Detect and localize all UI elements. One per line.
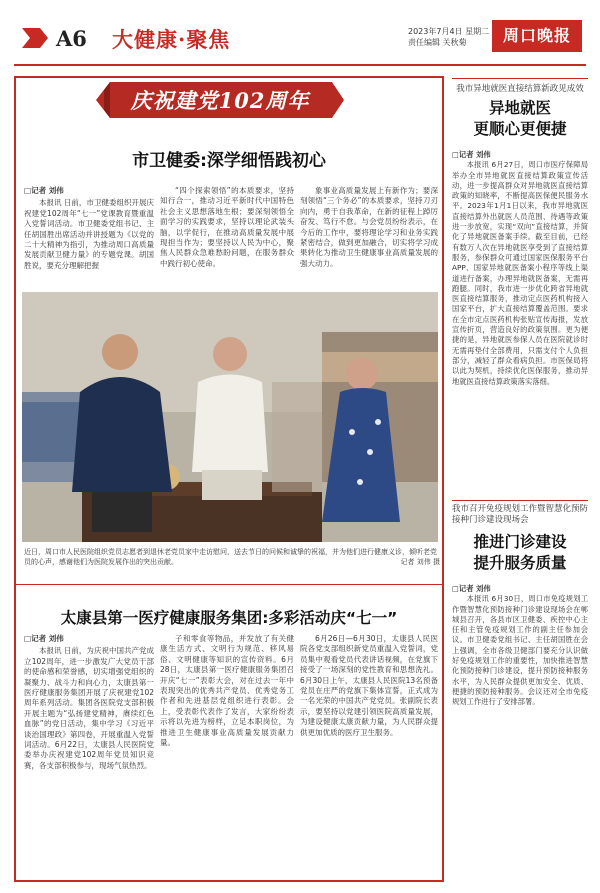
article2-reporter: □记者 刘伟 [24, 634, 64, 643]
page-number: A6 [56, 26, 87, 51]
issue-date: 2023年7月4日 星期二 [408, 27, 490, 36]
newspaper-masthead: 周口晚报 [492, 20, 582, 52]
header-rule [14, 64, 586, 66]
right-article1 [452, 82, 588, 480]
right-article1-reporter: □记者 刘伟 [452, 150, 491, 159]
article1-col1: □记者 刘伟 本报讯 日前，市卫健委组织开展庆祝建党102周年“七一”党课教育暨重温入党誓词活动。市卫健委党组书记、主任胡国胜出席活动并讲授题为《以党的二十大精神为指引，为推动周口高质量发展贡献卫健力量》的专题党课。胡国胜说，要充分理解把握 [24, 186, 154, 270]
article1-photo-caption: 近日，周口市人民医院组织党员志愿者到退休老党员家中走访慰问，送去节日的问候和诚挚的祝福，并为他们进行健康义诊，倾听老党员的心声，感谢他们为医院发展作出的突出贡献。 记者 刘伟 摄 [24, 548, 440, 566]
banner-title: 庆祝建党102周年 [130, 88, 310, 113]
article1-col3: 象事业高质量发展上有新作为；要深刻领悟“三个务必”的本质要求，坚持刀刃向内，勇于自我革命，在新的征程上踔厉奋发、笃行不怠。与会党员纷纷表示，在今后的工作中，要将理论学习和业务实践紧密结合，做到更加融合，切实将学习成果转化为推动卫生健康事业高质量发展的强大动力。 [300, 186, 438, 268]
right-rule-top [452, 78, 588, 79]
article2-col1: □记者 刘伟 本报讯 日前，为庆祝中国共产党成立102周年，进一步激发广大党员干部的使命感和荣誉感，切实增强党组织的凝聚力、战斗力和向心力，太康县第一医疗健康服务集团开展了庆祝建党102周年系列活动。集团各医院党支部积极开展主题为“弘扬建党精神，赓续红色血脉”的党日活动，集中学习《习近平谈治国理政》第四卷，开展重温入党誓词活动。6月22日，太康县人民医院党委举办庆祝建党102周年党员知识竞赛，各支部积极参与，现场气氛热烈。 [24, 634, 154, 770]
section-divider [16, 584, 442, 585]
right-article1-title-line1: 异地就医 [488, 99, 551, 117]
right-article1-kicker: 我市异地就医直接结算新政见成效 [456, 84, 584, 94]
date-editor-block [408, 26, 489, 48]
article1-reporter: □记者 刘伟 [24, 186, 64, 195]
article2-title: 太康县第一医疗健康服务集团:多彩活动庆“七一” [60, 609, 398, 627]
caption-credit: 记者 刘伟 摄 [400, 558, 440, 566]
banner [96, 80, 344, 120]
article1-col2: “四个探索领悟”的本质要求，坚持知行合一，推动习近平新时代中国特色社会主义思想落地生根；要深刻领悟全面学习的实践要求，坚持以理论武装头脑，以学促行，在推动高质量发展中展现担当作为；要坚持以人民为中心，聚焦人民群众急难愁盼问题，在服务群众中践行初心使命。 [160, 186, 294, 268]
right-article2-title-line2: 提升服务质量 [473, 554, 567, 572]
right-article2-reporter: □记者 刘伟 [452, 584, 491, 593]
article2-col3: 6月26日—6月30日，太康县人民医院各党支部组织新党员重温入党誓词，党员集中观看党员代表讲话视频，在党旗下接受了一场深刻的党性教育和思想洗礼。6月30日上午，太康县人民医院13名预备党员在庄严的党旗下集体宣誓，正式成为一名光荣的中国共产党党员。张副院长表示，要坚持以党建引领医院高质量发展，为建设健康太康贡献力量，为人民群众提供更加优质的医疗卫生服务。 [300, 634, 438, 737]
photo-illustration [22, 292, 438, 542]
right-article2-title-line1: 推进门诊建设 [473, 533, 567, 551]
page-header [14, 18, 586, 60]
article1-title: 市卫健委:深学细悟践初心 [132, 151, 326, 171]
right-article2 [452, 504, 588, 880]
right-article1-title-line2: 更顺心更便捷 [473, 120, 567, 138]
right-article2-kicker: 我市召开免疫规划工作暨智慧化预防接种门诊建设现场会 [452, 504, 589, 525]
article2-col2: 子和零食等物品，并发放了有关健康生活方式、文明行为规范、移风易俗、文明健康等知识的宣传资料。6月28日，太康县第一医疗健康服务集团召开庆“七一”表彰大会，对在过去一年中表现突出的优秀共产党员、优秀党务工作者和先进基层党组织进行表彰。会上，受表彰代表作了发言，大家纷纷表示将以先进为榜样，立足本职岗位，为推进卫生健康事业高质量发展贡献力量。 [160, 634, 294, 748]
right-article1-body: □记者 刘伟 本报讯 6月27日，周口市医疗保障局举办全市异地就医直接结算政策宣传活动，进一步提高群众对异地就医直接结算政策的知晓率，不断提高医保便民服务水平。2023年1月1日以来，我市异地就医直接结算外出就医人员范围、待遇等政策进一步放宽，实现“双向”直接结算，并简化了异地就医备案手续。截至目前，已经有数万人次在异地就医享受到了直接结算服务，参保群众可通过国家医保服务平台APP、国家异地就医备案小程序等线上渠道进行备案，办理异地就医备案，无需再跑腿。同时，我市进一步优化跨省异地就医直接结算服务，推动定点医药机构接入国家平台，扩大直接结算覆盖范围。要求在全市定点医药机构张贴宣传海报，发放宣传折页，营造良好的政策氛围。更为便捷的是，异地就医参保人员在医院就诊时无需再垫付全部费用，只需支付个人负担部分，减轻了群众看病负担。市医保局将以此为契机，持续优化医保服务，推动异地就医直接结算政策落实落细。 [452, 150, 588, 386]
section-title: 大健康·聚焦 [112, 27, 231, 52]
right-article2-body: □记者 刘伟 本报讯 6月30日，周口市免疫规划工作暨智慧化预防接种门诊建设现场会在郸城县召开，各县市区卫健委、疾控中心主任和主管免疫规划工作的副主任参加会议。市卫健委党组书记、主任胡国胜在会上强调，全市各级卫健部门要充分认识做好免疫规划工作的重要性，加快推进智慧化预防接种门诊建设，提升预防接种服务水平，为人民群众提供更加安全、优质、便捷的预防接种服务。会议还对全市免疫规划工作进行了安排部署。 [452, 584, 588, 707]
page-arrow-icon [22, 28, 48, 48]
right-rule-middle [452, 500, 588, 501]
article1-photo [22, 292, 438, 542]
editor-credit: 责任编辑 关秋菊 [408, 38, 467, 47]
